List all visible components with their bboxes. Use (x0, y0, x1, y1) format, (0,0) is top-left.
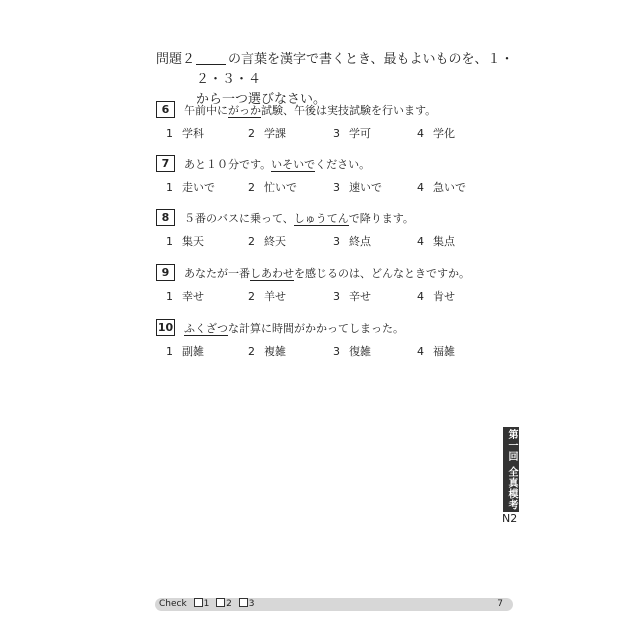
target-word: いそいで (271, 158, 316, 171)
target-word: しあわせ (250, 267, 294, 280)
option-3[interactable]: 3 復雑 (333, 345, 371, 358)
option-2[interactable]: 2 複雑 (248, 345, 286, 358)
question-number-box: 9 (156, 264, 175, 281)
blank-underline (196, 52, 226, 65)
question-stem: ふくざつな計算に時間がかかってしまった。 (184, 322, 404, 335)
check-label: Check (159, 599, 187, 609)
target-word: がっか (228, 104, 261, 117)
level-label: N2 (502, 512, 518, 525)
question-stem: あと１０分です。いそいでください。 (184, 158, 371, 171)
option-1[interactable]: 1 副雑 (166, 345, 204, 358)
question-stem: あなたが一番しあわせを感じるのは、どんなときですか。 (184, 267, 470, 280)
option-2[interactable]: 2 学課 (248, 127, 286, 140)
question-stem: ５番のバスに乗って、しゅうてんで降ります。 (184, 212, 414, 225)
instruction-line-1: の言葉を漢字で書くとき、最もよいものを、１・２・３・４ (196, 52, 514, 87)
question-number-box: 10 (157, 321, 174, 334)
option-3[interactable]: 3 辛せ (333, 290, 371, 303)
footer-bar (155, 598, 513, 611)
option-4[interactable]: 4 集点 (417, 235, 455, 248)
option-2[interactable]: 2 羊せ (248, 290, 286, 303)
question-stem: 午前中にがっか試験、午後は実技試験を行います。 (184, 104, 437, 117)
instruction (196, 50, 516, 110)
option-4[interactable]: 4 急いで (417, 181, 466, 194)
option-1[interactable]: 1 走いで (166, 181, 215, 194)
check-box-2[interactable] (216, 598, 225, 607)
instruction-line-2: から一つ選びなさい。 (196, 92, 327, 107)
check-box-1[interactable] (194, 598, 203, 607)
section-side-tab: 第一回 全真模考 (503, 427, 519, 512)
option-1[interactable]: 1 幸せ (166, 290, 204, 303)
page-number: 7 (497, 599, 503, 609)
option-4[interactable]: 4 肯せ (417, 290, 455, 303)
option-4[interactable]: 4 福雑 (417, 345, 455, 358)
option-2[interactable]: 2 終天 (248, 235, 286, 248)
target-word: しゅうてん (293, 212, 349, 225)
option-3[interactable]: 3 速いで (333, 181, 382, 194)
question-number-box: 8 (156, 209, 175, 226)
option-1[interactable]: 1 学科 (166, 127, 204, 140)
question-number-box: 6 (156, 101, 175, 118)
question-number-box: 7 (156, 155, 175, 172)
option-3[interactable]: 3 終点 (333, 235, 371, 248)
option-4[interactable]: 4 学化 (417, 127, 455, 140)
option-1[interactable]: 1 集天 (166, 235, 204, 248)
check-row: Check 1 2 3 (159, 599, 255, 609)
target-word: ふくざつ (184, 322, 228, 335)
option-3[interactable]: 3 学可 (333, 127, 371, 140)
question-set-number: 問題２ (156, 52, 196, 67)
option-2[interactable]: 2 忙いで (248, 181, 297, 194)
check-box-3[interactable] (239, 598, 248, 607)
